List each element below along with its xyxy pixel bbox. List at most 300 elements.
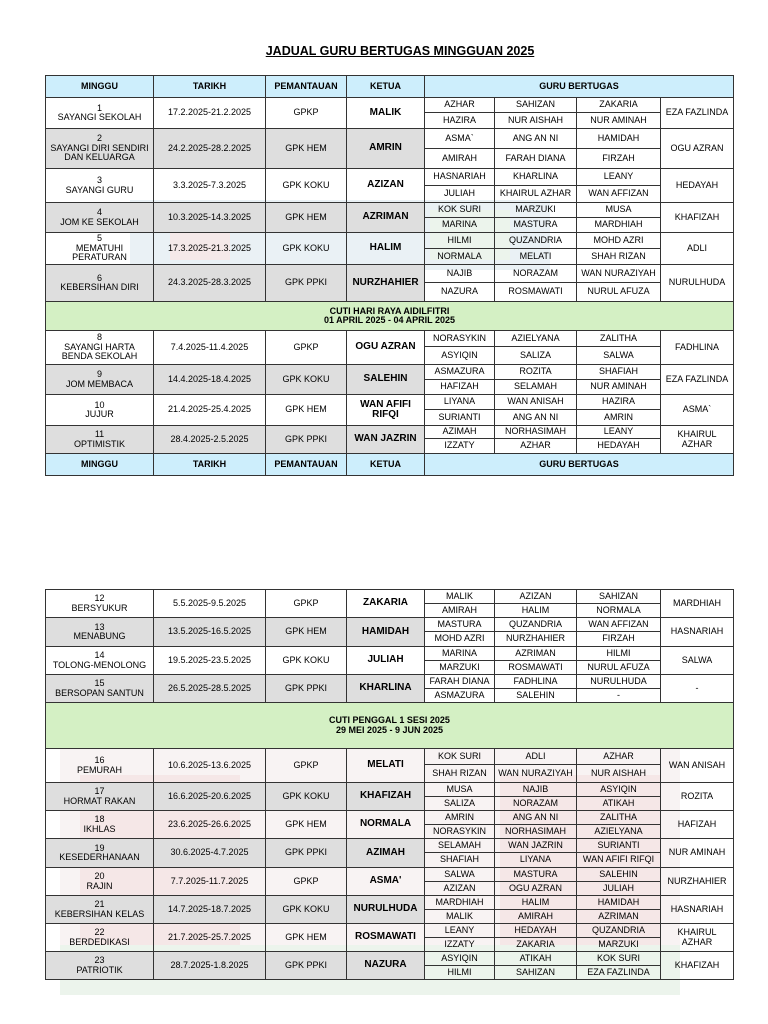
duty-teacher-cell: ROSMAWATI [495, 661, 577, 675]
week-cell [46, 924, 154, 952]
duty-teacher-cell: FADHLINA [495, 675, 577, 689]
duty-teacher-cell: SHAFIAH [425, 853, 495, 868]
week-theme: RAJIN [86, 880, 113, 891]
table-row [46, 952, 734, 966]
duty-teacher-cell: LEANY [577, 426, 661, 439]
duty-teacher-cell: SAHIZAN [495, 98, 577, 113]
extra-duty-teacher-cell: ROZITA [661, 783, 734, 811]
date-range-cell: 3.3.2025-7.3.2025 [154, 169, 266, 203]
duty-teacher-cell: ATIKAH [577, 797, 661, 811]
week-cell [46, 129, 154, 169]
duty-teacher-cell: KOK SURI [425, 749, 495, 765]
date-range-cell: 14.4.2025-18.4.2025 [154, 365, 266, 395]
date-range-cell: 28.7.2025-1.8.2025 [154, 952, 266, 980]
duty-teacher-cell: SALWA [577, 347, 661, 365]
monitoring-cell: GPKP [266, 331, 347, 365]
week-number: 13 [94, 621, 105, 632]
week-theme: PATRIOTIK [76, 964, 123, 975]
holiday-dates: 29 MEI 2025 - 9 JUN 2025 [335, 724, 444, 735]
duty-teacher-cell: ASYIQIN [425, 952, 495, 966]
duty-teacher-cell: NAJIB [425, 265, 495, 283]
week-theme: TOLONG-MENOLONG [52, 659, 147, 670]
duty-teacher-cell: MASTURA [495, 868, 577, 882]
week-number: 18 [94, 814, 105, 825]
extra-duty-teacher-cell: EZA FAZLINDA [661, 365, 734, 395]
monitoring-cell: GPK KOKU [266, 233, 347, 265]
duty-teacher-cell: ZALITHA [577, 811, 661, 825]
holiday-title: CUTI HARI RAYA AIDILFITRI [329, 305, 450, 316]
week-cell [46, 265, 154, 302]
duty-teacher-cell: NORMALA [577, 604, 661, 618]
footer-pemantauan: PEMANTAUAN [266, 454, 347, 476]
duty-teacher-cell: MARINA [425, 647, 495, 661]
duty-teacher-cell: ZALITHA [577, 331, 661, 347]
table-row [46, 426, 734, 439]
footer-ketua: KETUA [347, 454, 425, 476]
duty-teacher-cell: NUR AISHAH [495, 113, 577, 129]
duty-teacher-cell: HAFIZAH [425, 380, 495, 395]
week-number: 23 [94, 955, 105, 966]
duty-teacher-cell: ASMAZURA [425, 689, 495, 703]
week-cell [46, 839, 154, 868]
leader-cell: MALIK [347, 98, 425, 129]
duty-teacher-cell: KOK SURI [425, 203, 495, 218]
duty-teacher-cell: - [577, 689, 661, 703]
duty-teacher-cell: SAHIZAN [577, 590, 661, 604]
week-cell [46, 169, 154, 203]
duty-teacher-cell: AZIELYANA [495, 331, 577, 347]
monitoring-cell: GPK KOKU [266, 169, 347, 203]
duty-teacher-cell: AMIRAH [495, 910, 577, 924]
duty-teacher-cell: HASNARIAH [425, 169, 495, 186]
date-range-cell: 26.5.2025-28.5.2025 [154, 675, 266, 703]
week-theme: BERSYUKUR [71, 602, 128, 613]
duty-teacher-cell: SALEHIN [577, 868, 661, 882]
date-range-cell: 24.2.2025-28.2.2025 [154, 129, 266, 169]
header-ketua: KETUA [347, 76, 425, 98]
duty-teacher-cell: MELATI [495, 249, 577, 265]
week-cell [46, 98, 154, 129]
extra-duty-teacher-cell: EZA FAZLINDA [661, 98, 734, 129]
week-theme: KEBERSIHAN KELAS [54, 908, 145, 919]
duty-teacher-cell: HEDAYAH [495, 924, 577, 938]
duty-teacher-cell: MARDHIAH [577, 218, 661, 233]
week-theme: HORMAT RAKAN [63, 795, 136, 806]
week-number: 14 [94, 650, 105, 661]
duty-teacher-cell: EZA FAZLINDA [577, 966, 661, 980]
holiday-cell [46, 302, 734, 331]
monitoring-cell: GPK HEM [266, 924, 347, 952]
duty-teacher-cell: AZHAR [577, 749, 661, 765]
duty-teacher-cell: NUR AMINAH [577, 380, 661, 395]
duty-teacher-cell: HALIM [495, 604, 577, 618]
duty-teacher-cell: AZRIMAN [495, 647, 577, 661]
table-row [46, 647, 734, 661]
week-theme: KESEDERHANAAN [59, 852, 140, 862]
week-theme: SAYANGI SEKOLAH [57, 112, 142, 122]
duty-teacher-cell: SHAH RIZAN [425, 765, 495, 783]
duty-teacher-cell: SELAMAH [425, 839, 495, 853]
week-number: 22 [94, 927, 105, 938]
duty-teacher-cell: SHAFIAH [577, 365, 661, 380]
monitoring-cell: GPK KOKU [266, 783, 347, 811]
date-range-cell: 5.5.2025-9.5.2025 [154, 590, 266, 618]
duty-teacher-cell: MALIK [425, 910, 495, 924]
duty-teacher-cell: AZIZAN [425, 882, 495, 896]
table-row [46, 169, 734, 186]
duty-teacher-cell: AZIMAH [425, 426, 495, 439]
duty-teacher-cell: MASTURA [495, 218, 577, 233]
leader-cell: MELATI [347, 749, 425, 783]
week-number: 21 [94, 899, 105, 910]
monitoring-cell: GPKP [266, 868, 347, 896]
extra-duty-teacher-cell: SALWA [661, 647, 734, 675]
monitoring-cell: GPK PPKI [266, 426, 347, 454]
holiday-title: CUTI PENGGAL 1 SESI 2025 [329, 715, 450, 726]
leader-cell: SALEHIN [347, 365, 425, 395]
duty-teacher-cell: WAN AFIFI RIFQI [577, 853, 661, 868]
duty-teacher-cell: LIYANA [495, 853, 577, 868]
extra-duty-teacher-cell: KHAIRUL AZHAR [661, 924, 734, 952]
week-number: 16 [94, 755, 105, 766]
week-cell [46, 618, 154, 647]
duty-teacher-cell: KOK SURI [577, 952, 661, 966]
extra-duty-teacher-cell: NURZHAHIER [661, 868, 734, 896]
extra-duty-teacher-cell: HASNARIAH [661, 896, 734, 924]
monitoring-cell: GPK HEM [266, 129, 347, 169]
duty-teacher-cell: NORAZAM [495, 797, 577, 811]
table-row [46, 129, 734, 149]
table-row [46, 896, 734, 910]
table-row [46, 675, 734, 689]
duty-teacher-cell: MOHD AZRI [577, 233, 661, 249]
table-header-row [46, 76, 734, 98]
week-number: 5 [96, 233, 102, 244]
monitoring-cell: GPKP [266, 98, 347, 129]
leader-cell: KHAFIZAH [347, 783, 425, 811]
week-number: 19 [94, 842, 105, 853]
duty-teacher-cell: SHAH RIZAN [577, 249, 661, 265]
monitoring-cell: GPK KOKU [266, 647, 347, 675]
duty-teacher-cell: ANG AN NI [495, 129, 577, 149]
monitoring-cell: GPK HEM [266, 618, 347, 647]
week-cell [46, 590, 154, 618]
duty-teacher-cell: WAN ANISAH [495, 395, 577, 410]
leader-cell: ROSMAWATI [347, 924, 425, 952]
week-number: 17 [94, 786, 105, 797]
duty-teacher-cell: QUZANDRIA [495, 618, 577, 632]
duty-teacher-cell: ZAKARIA [495, 938, 577, 952]
leader-cell: ASMA' [347, 868, 425, 896]
date-range-cell: 17.2.2025-21.2.2025 [154, 98, 266, 129]
table-row [46, 618, 734, 632]
duty-teacher-cell: QUZANDRIA [495, 233, 577, 249]
duty-teacher-cell: NUR AISHAH [577, 765, 661, 783]
duty-teacher-cell: MOHD AZRI [425, 632, 495, 647]
duty-teacher-cell: HEDAYAH [577, 439, 661, 454]
duty-teacher-cell: ANG AN NI [495, 410, 577, 426]
duty-teacher-cell: SALIZA [495, 347, 577, 365]
table-row [46, 331, 734, 347]
week-theme: JOM MEMBACA [65, 378, 133, 389]
schedule-table-part-1 [45, 75, 734, 476]
week-number: 10 [94, 399, 105, 410]
monitoring-cell: GPK KOKU [266, 365, 347, 395]
leader-cell: NURULHUDA [347, 896, 425, 924]
duty-teacher-cell: HILMI [425, 966, 495, 980]
leader-cell: HALIM [347, 233, 425, 265]
header-guru-bertugas: GURU BERTUGAS [425, 76, 734, 98]
extra-duty-teacher-cell: NURULHUDA [661, 265, 734, 302]
week-cell [46, 675, 154, 703]
date-range-cell: 30.6.2025-4.7.2025 [154, 839, 266, 868]
duty-teacher-cell: MUSA [425, 783, 495, 797]
leader-cell: WAN AFIFI RIFQI [347, 395, 425, 426]
duty-teacher-cell: FARAH DIANA [495, 149, 577, 169]
duty-teacher-cell: AMRIN [577, 410, 661, 426]
duty-teacher-cell: LIYANA [425, 395, 495, 410]
duty-teacher-cell: ZAKARIA [577, 98, 661, 113]
extra-duty-teacher-cell: HASNARIAH [661, 618, 734, 647]
monitoring-cell: GPKP [266, 590, 347, 618]
duty-teacher-cell: ANG AN NI [495, 811, 577, 825]
date-range-cell: 17.3.2025-21.3.2025 [154, 233, 266, 265]
duty-teacher-cell: AZHAR [495, 439, 577, 454]
monitoring-cell: GPK PPKI [266, 265, 347, 302]
week-number: 6 [96, 272, 102, 283]
page-title: JADUAL GURU BERTUGAS MINGGUAN 2025 [265, 44, 535, 58]
week-cell [46, 647, 154, 675]
leader-cell: WAN JAZRIN [347, 426, 425, 454]
table-row [46, 265, 734, 283]
week-cell [46, 365, 154, 395]
duty-teacher-cell: MARINA [425, 218, 495, 233]
leader-cell: OGU AZRAN [347, 331, 425, 365]
table-row [46, 203, 734, 218]
table-row [46, 98, 734, 113]
week-theme: JOM KE SEKOLAH [60, 216, 139, 227]
footer-minggu: MINGGU [46, 454, 154, 476]
extra-duty-teacher-cell: MARDHIAH [661, 590, 734, 618]
week-theme: SAYANGI GURU [65, 184, 134, 195]
week-number: 9 [96, 369, 102, 380]
duty-teacher-cell: KHAIRUL AZHAR [495, 186, 577, 203]
header-tarikh: TARIKH [154, 76, 266, 98]
duty-teacher-cell: MARZUKI [577, 938, 661, 952]
duty-teacher-cell: SALWA [425, 868, 495, 882]
week-theme: SAYANGI DIRI SENDIRI DAN KELUARGA [50, 142, 149, 163]
duty-teacher-cell: WAN NURAZIYAH [577, 265, 661, 283]
table-row [46, 924, 734, 938]
schedule-table-part-2 [45, 589, 734, 980]
extra-duty-teacher-cell: ADLI [661, 233, 734, 265]
table-footer-header-row [46, 454, 734, 476]
monitoring-cell: GPK HEM [266, 811, 347, 839]
table-row [46, 783, 734, 797]
duty-teacher-cell: ASMAZURA [425, 365, 495, 380]
week-cell [46, 203, 154, 233]
date-range-cell: 10.6.2025-13.6.2025 [154, 749, 266, 783]
leader-cell: AZRIMAN [347, 203, 425, 233]
week-theme: BERSOPAN SANTUN [55, 687, 144, 698]
holiday-row [46, 302, 734, 331]
holiday-cell [46, 703, 734, 749]
date-range-cell: 7.4.2025-11.4.2025 [154, 331, 266, 365]
table-row [46, 749, 734, 765]
extra-duty-teacher-cell: KHAFIZAH [661, 203, 734, 233]
duty-teacher-cell: NORAZAM [495, 265, 577, 283]
date-range-cell: 13.5.2025-16.5.2025 [154, 618, 266, 647]
table-row [46, 839, 734, 853]
duty-teacher-cell: NORASYKIN [425, 825, 495, 839]
week-theme: KEBERSIHAN DIRI [60, 282, 139, 292]
duty-teacher-cell: NURUL AFUZA [577, 283, 661, 302]
week-number: 1 [96, 102, 102, 113]
duty-teacher-cell: IZZATY [425, 439, 495, 454]
table-row [46, 868, 734, 882]
duty-teacher-cell: WAN JAZRIN [495, 839, 577, 853]
monitoring-cell: GPK HEM [266, 203, 347, 233]
week-number: 2 [96, 133, 102, 144]
duty-teacher-cell: AMIRAH [425, 604, 495, 618]
table-row [46, 590, 734, 604]
footer-tarikh: TARIKH [154, 454, 266, 476]
date-range-cell: 14.7.2025-18.7.2025 [154, 896, 266, 924]
leader-cell: AZIMAH [347, 839, 425, 868]
duty-teacher-cell: MALIK [425, 590, 495, 604]
duty-teacher-cell: NAZURA [425, 283, 495, 302]
duty-teacher-cell: NORASYKIN [425, 331, 495, 347]
date-range-cell: 24.3.2025-28.3.2025 [154, 265, 266, 302]
week-cell [46, 952, 154, 980]
week-theme: SAYANGI HARTA BENDA SEKOLAH [61, 341, 138, 362]
week-cell [46, 749, 154, 783]
monitoring-cell: GPK PPKI [266, 839, 347, 868]
duty-teacher-cell: ASMA` [425, 129, 495, 149]
duty-teacher-cell: FIRZAH [577, 149, 661, 169]
duty-teacher-cell: QUZANDRIA [577, 924, 661, 938]
week-theme: BERDEDIKASI [69, 936, 130, 947]
leader-cell: KHARLINA [347, 675, 425, 703]
duty-teacher-cell: MARZUKI [425, 661, 495, 675]
duty-teacher-cell: HALIM [495, 896, 577, 910]
week-cell [46, 896, 154, 924]
duty-teacher-cell: SURIANTI [577, 839, 661, 853]
date-range-cell: 10.3.2025-14.3.2025 [154, 203, 266, 233]
monitoring-cell: GPK PPKI [266, 952, 347, 980]
week-cell [46, 811, 154, 839]
header-pemantauan: PEMANTAUAN [266, 76, 347, 98]
week-cell [46, 331, 154, 365]
week-theme: JUJUR [85, 409, 114, 419]
duty-teacher-cell: IZZATY [425, 938, 495, 952]
duty-teacher-cell: AZHAR [425, 98, 495, 113]
duty-teacher-cell: AZIZAN [495, 590, 577, 604]
week-theme: IKHLAS [83, 823, 116, 834]
duty-teacher-cell: ASYIQIN [577, 783, 661, 797]
week-number: 15 [94, 678, 105, 689]
extra-duty-teacher-cell: - [661, 675, 734, 703]
duty-teacher-cell: SELAMAH [495, 380, 577, 395]
duty-teacher-cell: MARZUKI [495, 203, 577, 218]
duty-teacher-cell: MASTURA [425, 618, 495, 632]
date-range-cell: 23.6.2025-26.6.2025 [154, 811, 266, 839]
monitoring-cell: GPK KOKU [266, 896, 347, 924]
holiday-row [46, 703, 734, 749]
leader-cell: NURZHAHIER [347, 265, 425, 302]
duty-teacher-cell: AZIELYANA [577, 825, 661, 839]
leader-cell: HAMIDAH [347, 618, 425, 647]
duty-teacher-cell: KHARLINA [495, 169, 577, 186]
duty-teacher-cell: HILMI [425, 233, 495, 249]
extra-duty-teacher-cell: HEDAYAH [661, 169, 734, 203]
week-number: 11 [94, 429, 105, 440]
duty-teacher-cell: FARAH DIANA [425, 675, 495, 689]
table-row [46, 811, 734, 825]
week-number: 20 [94, 871, 105, 882]
duty-teacher-cell: LEANY [425, 924, 495, 938]
duty-teacher-cell: HAZIRA [577, 395, 661, 410]
extra-duty-teacher-cell: KHAFIZAH [661, 952, 734, 980]
duty-teacher-cell: HAMIDAH [577, 896, 661, 910]
leader-cell: NORMALA [347, 811, 425, 839]
week-number: 12 [94, 593, 105, 604]
duty-teacher-cell: ATIKAH [495, 952, 577, 966]
leader-cell: ZAKARIA [347, 590, 425, 618]
duty-teacher-cell: NORHASIMAH [495, 426, 577, 439]
duty-teacher-cell: ASYIQIN [425, 347, 495, 365]
extra-duty-teacher-cell: ASMA` [661, 395, 734, 426]
week-number: 3 [96, 175, 102, 186]
duty-teacher-cell: AZRIMAN [577, 910, 661, 924]
extra-duty-teacher-cell: WAN ANISAH [661, 749, 734, 783]
week-cell [46, 868, 154, 896]
table-row [46, 365, 734, 380]
duty-teacher-cell: ROSMAWATI [495, 283, 577, 302]
date-range-cell: 16.6.2025-20.6.2025 [154, 783, 266, 811]
week-theme: PEMURAH [76, 764, 122, 775]
monitoring-cell: GPK PPKI [266, 675, 347, 703]
duty-teacher-cell: WAN AFFIZAN [577, 186, 661, 203]
duty-teacher-cell: MARDHIAH [425, 896, 495, 910]
monitoring-cell: GPKP [266, 749, 347, 783]
duty-teacher-cell: NUR AMINAH [577, 113, 661, 129]
duty-teacher-cell: FIRZAH [577, 632, 661, 647]
duty-teacher-cell: SAHIZAN [495, 966, 577, 980]
extra-duty-teacher-cell: OGU AZRAN [661, 129, 734, 169]
duty-teacher-cell: HILMI [577, 647, 661, 661]
date-range-cell: 19.5.2025-23.5.2025 [154, 647, 266, 675]
leader-cell: AZIZAN [347, 169, 425, 203]
duty-teacher-cell: NORHASIMAH [495, 825, 577, 839]
duty-teacher-cell: OGU AZRAN [495, 882, 577, 896]
table-row [46, 395, 734, 410]
duty-teacher-cell: AMIRAH [425, 149, 495, 169]
header-minggu: MINGGU [46, 76, 154, 98]
duty-teacher-cell: JULIAH [425, 186, 495, 203]
duty-teacher-cell: JULIAH [577, 882, 661, 896]
duty-teacher-cell: AMRIN [425, 811, 495, 825]
extra-duty-teacher-cell: KHAIRUL AZHAR [661, 426, 734, 454]
week-cell [46, 395, 154, 426]
duty-teacher-cell: NORMALA [425, 249, 495, 265]
date-range-cell: 21.4.2025-25.4.2025 [154, 395, 266, 426]
date-range-cell: 21.7.2025-25.7.2025 [154, 924, 266, 952]
duty-teacher-cell: SALIZA [425, 797, 495, 811]
duty-teacher-cell: NAJIB [495, 783, 577, 797]
duty-teacher-cell: HAZIRA [425, 113, 495, 129]
extra-duty-teacher-cell: HAFIZAH [661, 811, 734, 839]
